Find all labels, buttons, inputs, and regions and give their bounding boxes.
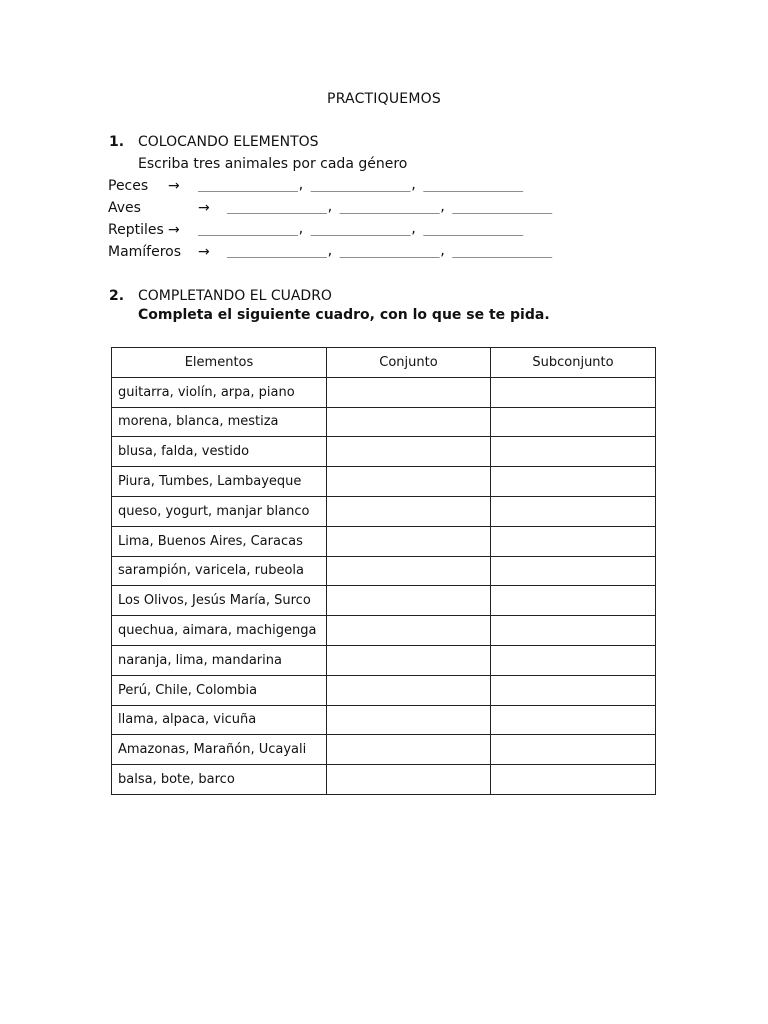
table-row [112,556,656,586]
conjunto-cell[interactable] [327,377,491,407]
header-conjunto: Conjunto [327,348,491,378]
subconjunto-cell[interactable] [491,496,656,526]
table-row [112,526,656,556]
table-header-row [112,348,656,378]
elementos-cell: queso, yogurt, manjar blanco [112,496,327,526]
conjunto-cell[interactable] [327,586,491,616]
subconjunto-cell[interactable] [491,556,656,586]
section-2-instruction: Completa el siguiente cuadro, con lo que se te pida. [138,307,550,323]
conjunto-cell[interactable] [327,496,491,526]
table-row [112,705,656,735]
subconjunto-cell[interactable] [491,675,656,705]
answer-blanks[interactable]: _______________, _______________, _______________ [198,222,523,236]
subconjunto-cell[interactable] [491,377,656,407]
table-row [112,377,656,407]
conjunto-cell[interactable] [327,675,491,705]
subconjunto-cell[interactable] [491,705,656,735]
table-row [112,645,656,675]
table-row [112,765,656,795]
animal-row-peces [108,178,668,198]
section-2-heading [109,288,332,304]
conjunto-cell[interactable] [327,616,491,646]
conjunto-cell[interactable] [327,437,491,467]
arrow-icon: → [168,222,180,238]
subconjunto-cell[interactable] [491,616,656,646]
elementos-cell: quechua, aimara, machigenga [112,616,327,646]
conjunto-cell[interactable] [327,526,491,556]
animal-row-reptiles [108,222,668,242]
elementos-cell: blusa, falda, vestido [112,437,327,467]
subconjunto-cell[interactable] [491,735,656,765]
elementos-cell: naranja, lima, mandarina [112,645,327,675]
table-row [112,735,656,765]
animal-label: Aves [108,200,141,216]
completion-table [111,347,656,795]
conjunto-cell[interactable] [327,467,491,497]
elementos-cell: llama, alpaca, vicuña [112,705,327,735]
table-row [112,437,656,467]
animal-label: Peces [108,178,149,194]
subconjunto-cell[interactable] [491,467,656,497]
conjunto-cell[interactable] [327,556,491,586]
header-subconjunto: Subconjunto [491,348,656,378]
conjunto-cell[interactable] [327,765,491,795]
subconjunto-cell[interactable] [491,765,656,795]
arrow-icon: → [198,200,210,216]
subconjunto-cell[interactable] [491,526,656,556]
elementos-cell: Piura, Tumbes, Lambayeque [112,467,327,497]
subconjunto-cell[interactable] [491,437,656,467]
table-row [112,586,656,616]
section-1-title: COLOCANDO ELEMENTOS [138,134,319,150]
table-row [112,616,656,646]
animal-row-aves [108,200,668,220]
elementos-cell: sarampión, varicela, rubeola [112,556,327,586]
elementos-cell: Los Olivos, Jesús María, Surco [112,586,327,616]
subconjunto-cell[interactable] [491,645,656,675]
section-1-heading [109,134,319,150]
animal-row-mamiferos [108,244,668,264]
conjunto-cell[interactable] [327,735,491,765]
elementos-cell: Lima, Buenos Aires, Caracas [112,526,327,556]
elementos-cell: balsa, bote, barco [112,765,327,795]
elementos-cell: Amazonas, Marañón, Ucayali [112,735,327,765]
table-row [112,467,656,497]
elementos-cell: Perú, Chile, Colombia [112,675,327,705]
arrow-icon: → [168,178,180,194]
answer-blanks[interactable]: _______________, _______________, _______________ [227,244,552,258]
answer-blanks[interactable]: _______________, _______________, _______________ [227,200,552,214]
section-1-instruction: Escriba tres animales por cada género [138,156,408,172]
table-row [112,407,656,437]
answer-blanks[interactable]: _______________, _______________, _______________ [198,178,523,192]
conjunto-cell[interactable] [327,407,491,437]
elementos-cell: guitarra, violín, arpa, piano [112,377,327,407]
conjunto-cell[interactable] [327,645,491,675]
table-row [112,675,656,705]
animal-label: Mamíferos [108,244,182,260]
subconjunto-cell[interactable] [491,586,656,616]
conjunto-cell[interactable] [327,705,491,735]
arrow-icon: → [198,244,210,260]
header-elementos: Elementos [112,348,327,378]
table-row [112,496,656,526]
page-title: PRACTIQUEMOS [327,91,441,107]
section-2-title: COMPLETANDO EL CUADRO [138,288,332,304]
elementos-cell: morena, blanca, mestiza [112,407,327,437]
animal-label: Reptiles [108,222,164,238]
section-2-number: 2. [109,288,125,304]
section-1-number: 1. [109,134,125,150]
subconjunto-cell[interactable] [491,407,656,437]
